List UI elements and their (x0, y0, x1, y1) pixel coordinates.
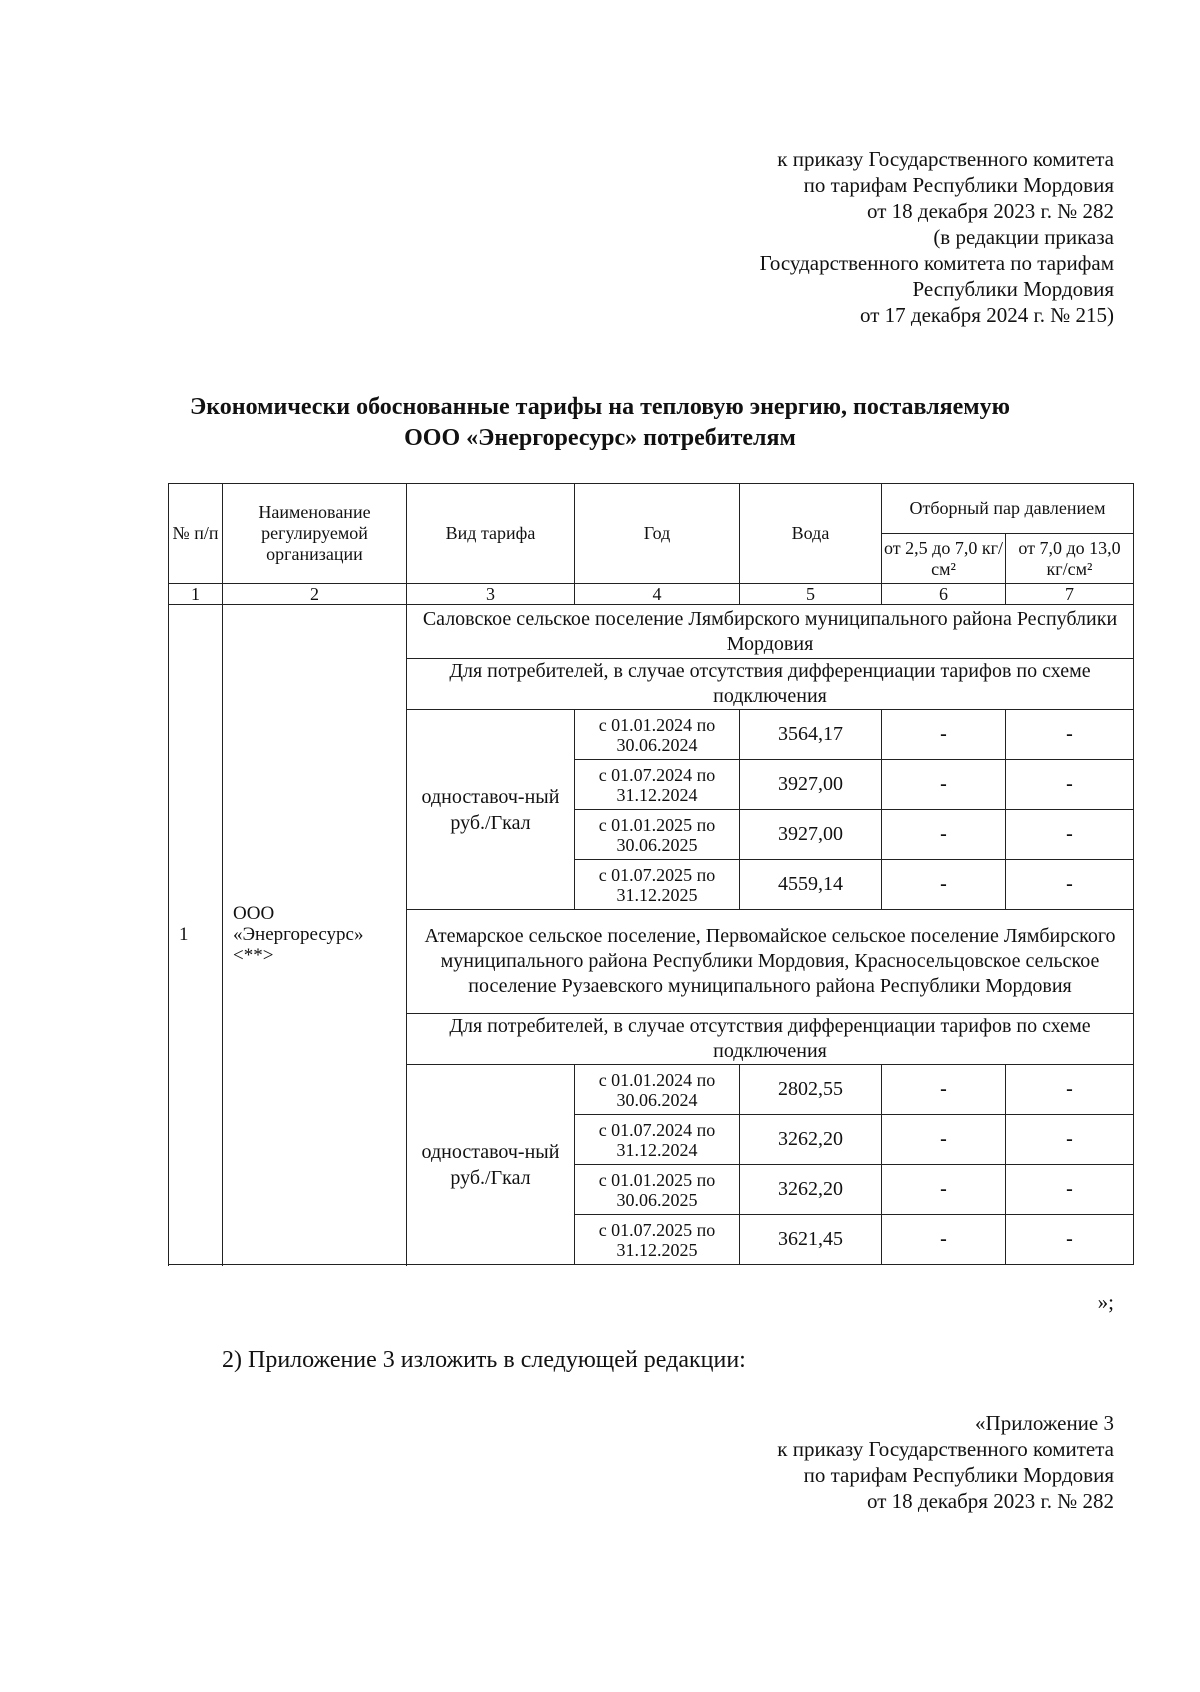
organization-name-line: <**> (233, 945, 274, 966)
column-number: 3 (407, 584, 575, 605)
title-line-1: Экономически обоснованные тарифы на тепловую энергию, поставляемую (189, 394, 1010, 420)
column-number: 1 (169, 584, 223, 605)
document-title (100, 392, 1100, 454)
water-value: 3262,20 (740, 1165, 882, 1215)
steam-high-value: - (1006, 760, 1134, 810)
header-row (169, 484, 1134, 534)
steam-high-value: - (1006, 710, 1134, 760)
region-heading: Саловское сельское поселение Лямбирского муниципального района Республики Мордовия (407, 605, 1134, 659)
header-line: к приказу Государственного комитета (777, 1437, 1114, 1461)
consumer-category: Для потребителей, в случае отсутствия дифференциации тарифов по схеме подключения (407, 659, 1134, 710)
header-tariff-type: Вид тарифа (407, 484, 575, 584)
column-number: 6 (882, 584, 1006, 605)
steam-high-value: - (1006, 1115, 1134, 1165)
water-value: 3927,00 (740, 760, 882, 810)
column-number: 4 (575, 584, 740, 605)
header-year: Год (575, 484, 740, 584)
period-cell: с 01.07.2025 по 31.12.2025 (575, 860, 740, 910)
column-number: 5 (740, 584, 882, 605)
column-number-row (169, 584, 1134, 605)
header-line: от 18 декабря 2023 г. № 282 (867, 1489, 1114, 1513)
header-steam-low: от 2,5 до 7,0 кг/см² (882, 534, 1006, 584)
header-line: к приказу Государственного комитета (777, 147, 1114, 171)
period-cell: с 01.01.2024 по 30.06.2024 (575, 1065, 740, 1115)
water-value: 2802,55 (740, 1065, 882, 1115)
title-line-2: ООО «Энергоресурс» потребителям (404, 425, 796, 451)
period-cell: с 01.01.2024 по 30.06.2024 (575, 710, 740, 760)
header-line: от 18 декабря 2023 г. № 282 (867, 199, 1114, 223)
closing-quote: »; (1097, 1290, 1114, 1314)
header-org: Наименование регулируемой организации (223, 484, 407, 584)
column-number: 7 (1006, 584, 1134, 605)
water-value: 3262,20 (740, 1115, 882, 1165)
period-cell: с 01.01.2025 по 30.06.2025 (575, 810, 740, 860)
organization-name (223, 605, 407, 1265)
header-reference-bottom (777, 1410, 1114, 1514)
header-steam-high: от 7,0 до 13,0 кг/см² (1006, 534, 1134, 584)
steam-low-value: - (882, 1115, 1006, 1165)
tariff-kind: одноставоч-ный руб./Гкал (407, 710, 575, 910)
header-line: Республики Мордовия (912, 277, 1114, 301)
organization-name-line: ООО (233, 903, 275, 924)
amendment-item: 2) Приложение 3 изложить в следующей редакции: (222, 1347, 746, 1373)
table-row (169, 605, 1134, 659)
header-line: «Приложение 3 (975, 1411, 1114, 1435)
header-line: от 17 декабря 2024 г. № 215) (860, 303, 1114, 327)
steam-low-value: - (882, 710, 1006, 760)
steam-low-value: - (882, 1215, 1006, 1265)
header-line: Государственного комитета по тарифам (759, 251, 1114, 275)
water-value: 3621,45 (740, 1215, 882, 1265)
period-cell: с 01.01.2025 по 30.06.2025 (575, 1165, 740, 1215)
header-line: по тарифам Республики Мордовия (803, 1463, 1114, 1487)
organization-name-line: «Энергоресурс» (233, 924, 364, 945)
header-reference-top (760, 146, 1114, 328)
steam-low-value: - (882, 1065, 1006, 1115)
water-value: 3564,17 (740, 710, 882, 760)
steam-high-value: - (1006, 860, 1134, 910)
region-heading: Атемарское сельское поселение, Первомайское сельское поселение Лямбирского муниципального района Республики Мордовия, Красносельцовское сельское поселение Рузаевского муниципального района Республики Мордовия (407, 910, 1134, 1014)
period-cell: с 01.07.2024 по 31.12.2024 (575, 1115, 740, 1165)
tariff-table (168, 483, 1134, 1265)
header-water: Вода (740, 484, 882, 584)
steam-low-value: - (882, 810, 1006, 860)
header-line: (в редакции приказа (933, 225, 1114, 249)
water-value: 4559,14 (740, 860, 882, 910)
consumer-category: Для потребителей, в случае отсутствия дифференциации тарифов по схеме подключения (407, 1014, 1134, 1065)
steam-high-value: - (1006, 1215, 1134, 1265)
header-line: по тарифам Республики Мордовия (803, 173, 1114, 197)
water-value: 3927,00 (740, 810, 882, 860)
steam-high-value: - (1006, 810, 1134, 860)
tariff-kind: одноставоч-ный руб./Гкал (407, 1065, 575, 1265)
header-steam: Отборный пар давлением (882, 484, 1134, 534)
period-cell: с 01.07.2025 по 31.12.2025 (575, 1215, 740, 1265)
steam-high-value: - (1006, 1165, 1134, 1215)
period-cell: с 01.07.2024 по 31.12.2024 (575, 760, 740, 810)
row-number: 1 (169, 605, 223, 1265)
column-number: 2 (223, 584, 407, 605)
steam-high-value: - (1006, 1065, 1134, 1115)
steam-low-value: - (882, 860, 1006, 910)
header-num: № п/п (169, 484, 223, 584)
steam-low-value: - (882, 760, 1006, 810)
steam-low-value: - (882, 1165, 1006, 1215)
